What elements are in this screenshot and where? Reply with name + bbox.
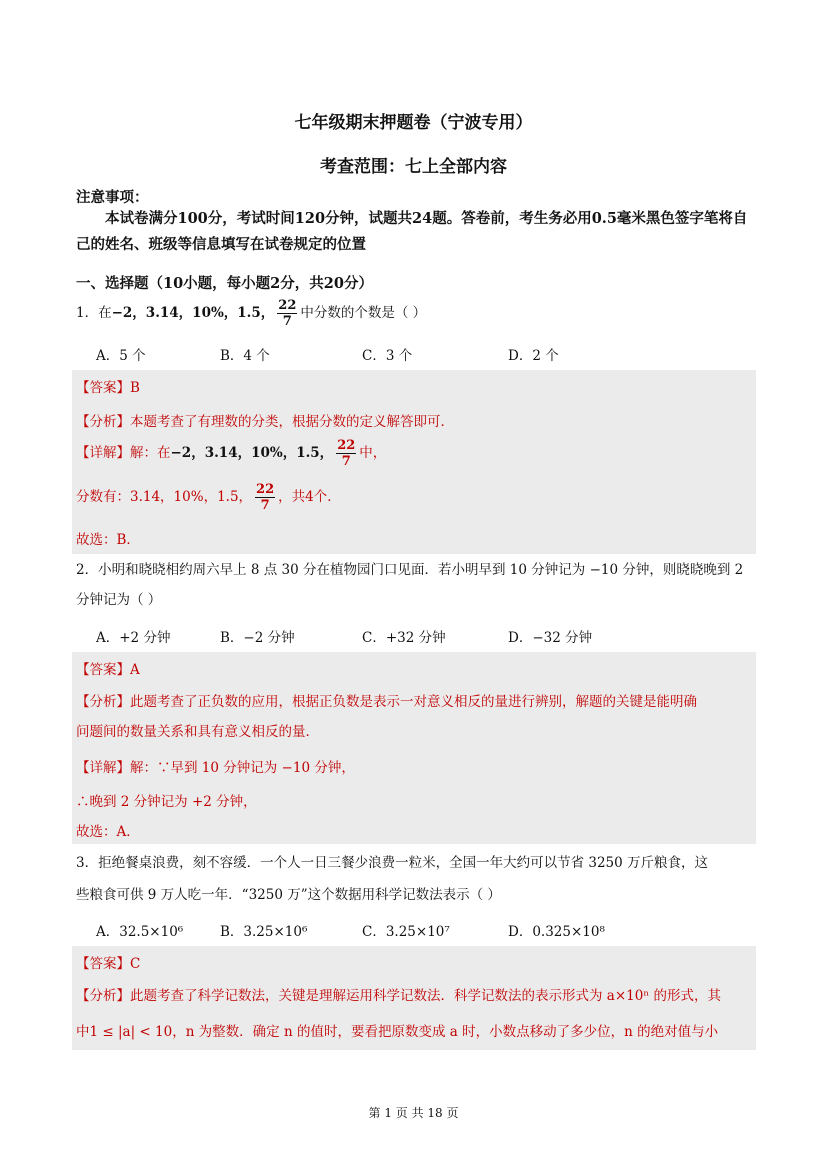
question-3-options bbox=[96, 920, 756, 944]
q2-option-a: A．+2 分钟 bbox=[96, 630, 171, 646]
analysis-tag: 【分析】 bbox=[76, 414, 130, 430]
q2-option-b: B．−2 分钟 bbox=[220, 630, 295, 646]
page-footer: 第 1 页 共 18 页 bbox=[368, 1106, 459, 1120]
notice-body: 本试卷满分100分，考试时间120分钟，试题共24题。答卷前，考生务必用0.5毫米黑色签字笔将自己的姓名、班级等信息填写在试卷规定的位置 bbox=[76, 210, 748, 253]
answer-tag: 【答案】 bbox=[76, 380, 130, 396]
q1-stem-prefix: 1．在 bbox=[76, 305, 112, 321]
q1-analysis-line bbox=[76, 410, 454, 430]
fraction-denominator: 7 bbox=[341, 454, 351, 469]
q1-items: −2，3.14，10%，1.5， bbox=[111, 305, 275, 321]
answer-tag: 【答案】 bbox=[76, 956, 130, 972]
detail-tag: 【详解】 bbox=[76, 445, 130, 461]
q1-detail-fraction bbox=[336, 438, 356, 469]
q3-answer: C bbox=[130, 956, 141, 972]
q3-option-c: C．3.25×10⁷ bbox=[362, 924, 450, 940]
q1-answer: B bbox=[130, 380, 140, 396]
page-title: 七年级期末押题卷（宁波专用） bbox=[294, 113, 533, 133]
q3-analysis-1: 此题考查了科学记数法，关键是理解运用科学记数法．科学记数法的表示形式为 a×10ⁿ 的形式，其 bbox=[130, 988, 721, 1004]
q3-answer-line bbox=[76, 952, 140, 972]
q2-detail-1: 解：∵早到 10 分钟记为 −10 分钟， bbox=[130, 760, 355, 776]
question-1-stem bbox=[76, 298, 756, 329]
q1-option-c: C．3 个 bbox=[362, 348, 413, 364]
q1-option-d: D．2 个 bbox=[508, 348, 559, 364]
q2-analysis-line1 bbox=[76, 690, 697, 710]
question-1-options bbox=[96, 344, 756, 368]
q2-detail-line2: ∴晚到 2 分钟记为 +2 分钟， bbox=[76, 794, 257, 810]
q3-option-d: D．0.325×10⁸ bbox=[508, 924, 605, 940]
q1-detail-suffix: 中， bbox=[359, 445, 387, 461]
question-2-stem-line2: 分钟记为（ ） bbox=[76, 592, 162, 608]
q1-detail-items: −2，3.14，10%，1.5， bbox=[170, 445, 334, 461]
fraction-denominator: 7 bbox=[260, 498, 270, 513]
q3-option-a: A．32.5×10⁶ bbox=[96, 924, 184, 940]
q3-analysis-line1 bbox=[76, 984, 721, 1004]
q2-option-c: C．+32 分钟 bbox=[362, 630, 446, 646]
fraction-denominator: 7 bbox=[282, 314, 292, 329]
question-3-stem-line2: 些粮食可供 9 万人吃一年．“3250 万”这个数据用科学记数法表示（ ） bbox=[76, 887, 501, 903]
notice-heading: 注意事项： bbox=[76, 189, 149, 206]
q1-stem-suffix: 中分数的个数是（ ） bbox=[300, 305, 427, 321]
q1-answer-line bbox=[76, 376, 140, 396]
analysis-tag: 【分析】 bbox=[76, 694, 130, 710]
q1-fractions-prefix: 分数有：3.14，10%，1.5， bbox=[76, 489, 253, 505]
q1-choose-line: 故选：B． bbox=[76, 532, 140, 548]
q2-answer: A bbox=[130, 662, 140, 678]
q1-fraction bbox=[277, 298, 297, 329]
q1-solution-box bbox=[72, 370, 756, 554]
fraction-numerator: 22 bbox=[337, 438, 356, 453]
q1-fractions-fraction bbox=[255, 482, 275, 513]
q2-analysis-1: 此题考查了正负数的应用，根据正负数是表示一对意义相反的量进行辨别，解题的关键是能明确 bbox=[130, 694, 697, 710]
q1-detail-prefix: 解：在 bbox=[130, 445, 171, 461]
q2-answer-line bbox=[76, 658, 140, 678]
answer-tag: 【答案】 bbox=[76, 662, 130, 678]
question-3-stem-line1: 3．拒绝餐桌浪费，刻不容缓．一个人一日三餐少浪费一粒米，全国一年大约可以节省 3250 万斤粮食，这 bbox=[76, 855, 709, 871]
question-2-options bbox=[96, 626, 756, 650]
analysis-tag: 【分析】 bbox=[76, 988, 130, 1004]
page-subtitle: 考查范围：七上全部内容 bbox=[320, 157, 507, 177]
q1-option-b: B．4 个 bbox=[220, 348, 270, 364]
q2-detail-line1 bbox=[76, 756, 355, 776]
q3-analysis-line2: 中1 ≤ |a| < 10，n 为整数．确定 n 的值时，要看把原数变成 a 时，小数点移动了多少位，n 的绝对值与小 bbox=[76, 1024, 719, 1040]
q1-analysis: 本题考查了有理数的分类，根据分数的定义解答即可． bbox=[130, 414, 454, 430]
q2-solution-box bbox=[72, 652, 756, 844]
fraction-numerator: 22 bbox=[278, 298, 297, 313]
q2-option-d: D．−32 分钟 bbox=[508, 630, 593, 646]
section-heading: 一、选择题（10小题，每小题2分，共20分） bbox=[76, 275, 373, 292]
q3-solution-box bbox=[72, 946, 756, 1050]
q1-fractions-line bbox=[76, 482, 341, 513]
q1-fractions-suffix: ，共4个． bbox=[278, 489, 341, 505]
q1-detail-line bbox=[76, 438, 386, 469]
q1-option-a: A．5 个 bbox=[96, 348, 146, 364]
q2-choose-line: 故选：A． bbox=[76, 824, 140, 840]
fraction-numerator: 22 bbox=[256, 482, 275, 497]
q3-option-b: B．3.25×10⁶ bbox=[220, 924, 308, 940]
detail-tag: 【详解】 bbox=[76, 760, 130, 776]
question-2-stem-line1: 2．小明和晓晓相约周六早上 8 点 30 分在植物园门口见面．若小明早到 10 分钟记为 −10 分钟，则晓晓晚到 2 bbox=[76, 562, 744, 578]
q2-analysis-line2: 问题间的数量关系和具有意义相反的量． bbox=[76, 724, 319, 740]
